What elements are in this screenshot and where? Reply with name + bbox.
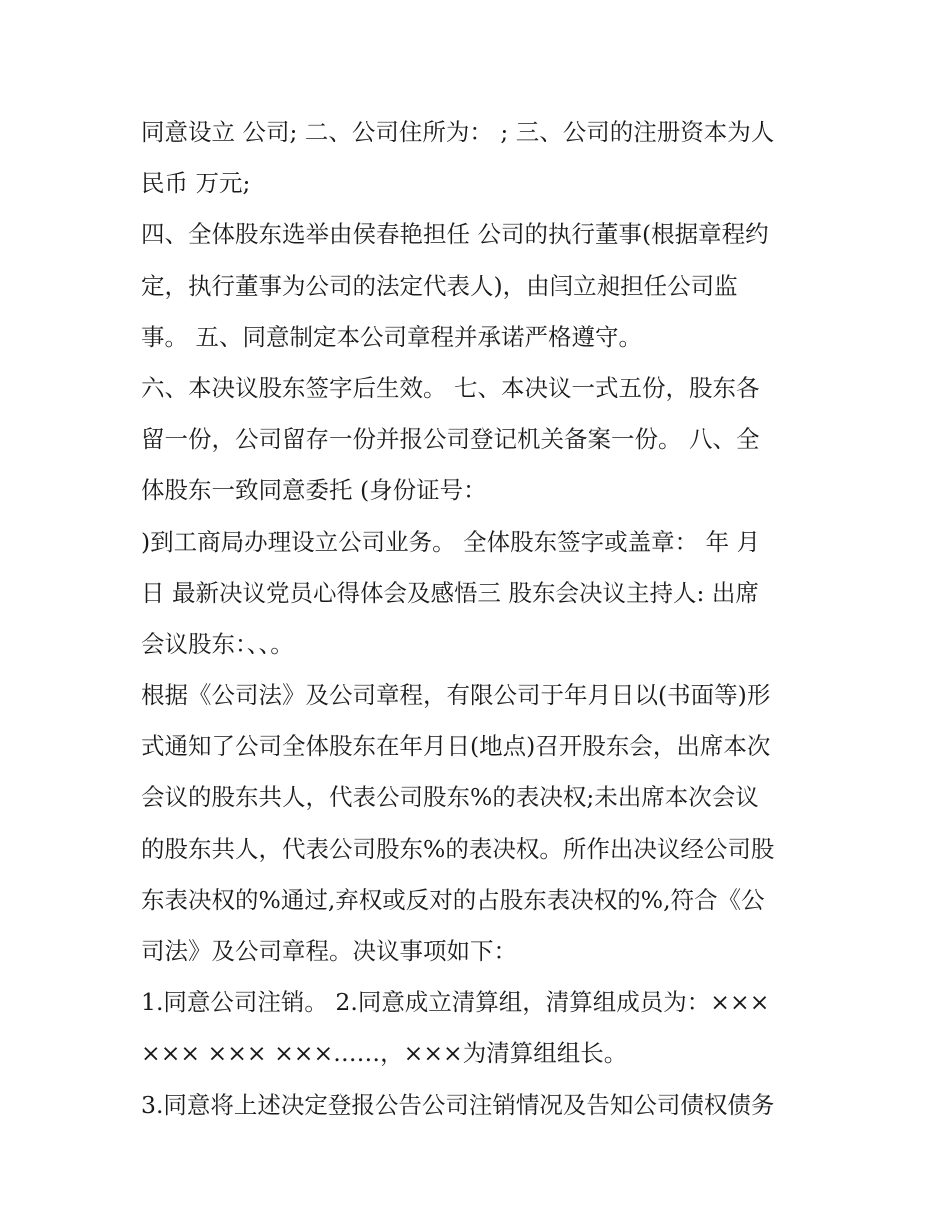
text-line: 民币 万元; (141, 169, 251, 198)
text-line: 司法》及公司章程。决议事项如下： (141, 937, 517, 965)
text-line: 会议的股东共人，代表公司股东%的表决权;未出席本次会议 (141, 783, 759, 812)
text-line: 事。 五、同意制定本公司章程并承诺严格遵守。 (141, 322, 642, 351)
text-line: 根据《公司法》及公司章程，有限公司于年月日以(书面等)形 (141, 681, 771, 710)
text-line: 的股东共人，代表公司股东%的表决权。所作出决议经公司股 (141, 834, 775, 863)
text-line: 会议股东：、、。 (141, 629, 294, 658)
text-line: 东表决权的%通过,弃权或反对的占股东表决权的%,符合《公 (141, 885, 765, 914)
text-line: 日 最新决议党员心得体会及感悟三 股东会决议主持人: 出席 (141, 578, 759, 607)
text-line: 3.同意将上述决定登报公告公司注销情况及告知公司债权债务 (141, 1090, 775, 1119)
text-line: )到工商局办理设立公司业务。 全体股东签字或盖章： 年 月 (141, 527, 761, 556)
text-line: 体股东一致同意委托 (身份证号： (141, 476, 487, 505)
text-line: 四、全体股东选举由侯春艳担任 公司的执行董事(根据章程约 (141, 220, 769, 249)
text-line: 定，执行董事为公司的法定代表人)，由闫立昶担任公司监 (141, 271, 738, 300)
text-line: 1.同意公司注销。 2.同意成立清算组，清算组成员为：××× (141, 988, 770, 1017)
text-line: 六、本决议股东签字后生效。 七、本决议一式五份，股东各 (141, 373, 760, 402)
text-line: ××× ××× ×××……，×××为清算组组长。 (141, 1039, 628, 1068)
text-line: 留一份，公司留存一份并报公司登记机关备案一份。 八、全 (141, 425, 760, 454)
text-line: 同意设立 公司; 二、公司住所为： ; 三、公司的注册资本为人 (141, 118, 775, 146)
document-body (141, 107, 821, 1131)
text-line: 式通知了公司全体股东在年月日(地点)召开股东会，出席本次 (141, 732, 771, 761)
